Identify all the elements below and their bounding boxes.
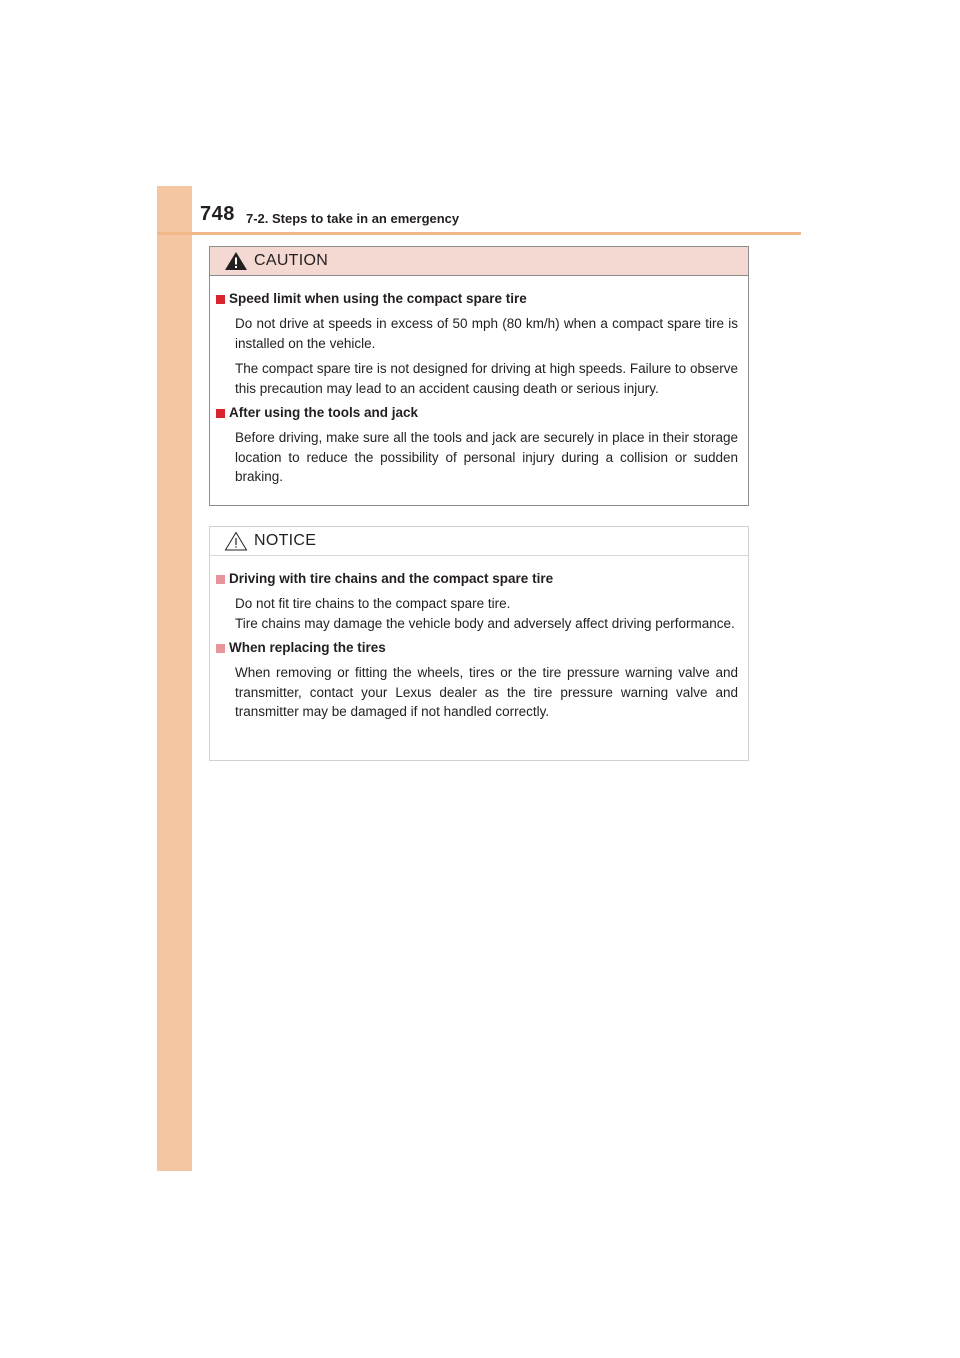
notice-item-title-text: When replacing the tires: [229, 640, 386, 655]
notice-paragraph: Do not fit tire chains to the compact spare tire.: [235, 596, 511, 611]
notice-item-title-text: Driving with tire chains and the compact spare tire: [229, 571, 554, 586]
caution-header: [210, 247, 748, 276]
caution-item-title: [216, 290, 738, 308]
caution-item-title-text: After using the tools and jack: [229, 405, 419, 420]
square-bullet-icon: [216, 295, 225, 304]
notice-item-title: [216, 639, 738, 657]
notice-item: [216, 639, 738, 722]
caution-body: [210, 276, 748, 487]
notice-paragraph: When removing or fitting the wheels, tires or the tire pressure warning valve and transmitter, contact your Lexus dealer as the tire pressure warning valve and transmitter may be damaged if not handled correctly.: [235, 665, 738, 719]
caution-item: [216, 290, 738, 398]
page-number: 748: [200, 203, 235, 225]
notice-label: NOTICE: [254, 532, 317, 549]
notice-box: [209, 526, 749, 761]
caution-paragraph: Do not drive at speeds in excess of 50 mph (80 km/h) when a compact spare tire is installed on the vehicle.: [235, 316, 738, 351]
section-title: 7-2. Steps to take in an emergency: [246, 211, 460, 226]
caution-paragraph: Before driving, make sure all the tools and jack are securely in place in their storage location to reduce the possibility of personal injury during a collision or sudden braking.: [235, 430, 738, 484]
caution-item: [216, 404, 738, 487]
warning-triangle-outline-icon: [224, 531, 248, 551]
caution-label: CAUTION: [254, 252, 329, 269]
square-bullet-icon: [216, 409, 225, 418]
caution-item-title-text: Speed limit when using the compact spare tire: [229, 291, 527, 306]
notice-item: [216, 570, 738, 633]
caution-paragraph: The compact spare tire is not designed for driving at high speeds. Failure to observe this precaution may lead to an accident causing death or serious injury.: [235, 361, 738, 396]
caution-box: [209, 246, 749, 506]
notice-body: [210, 556, 748, 722]
square-bullet-icon: [216, 644, 225, 653]
chapter-side-tab: [157, 186, 192, 1171]
warning-triangle-icon: [224, 251, 248, 271]
caution-item-title: [216, 404, 738, 422]
notice-paragraph: Tire chains may damage the vehicle body and adversely affect driving performance.: [235, 615, 735, 631]
square-bullet-icon: [216, 575, 225, 584]
notice-header: [210, 527, 748, 556]
header-rule: [157, 232, 801, 235]
notice-item-title: [216, 570, 738, 588]
